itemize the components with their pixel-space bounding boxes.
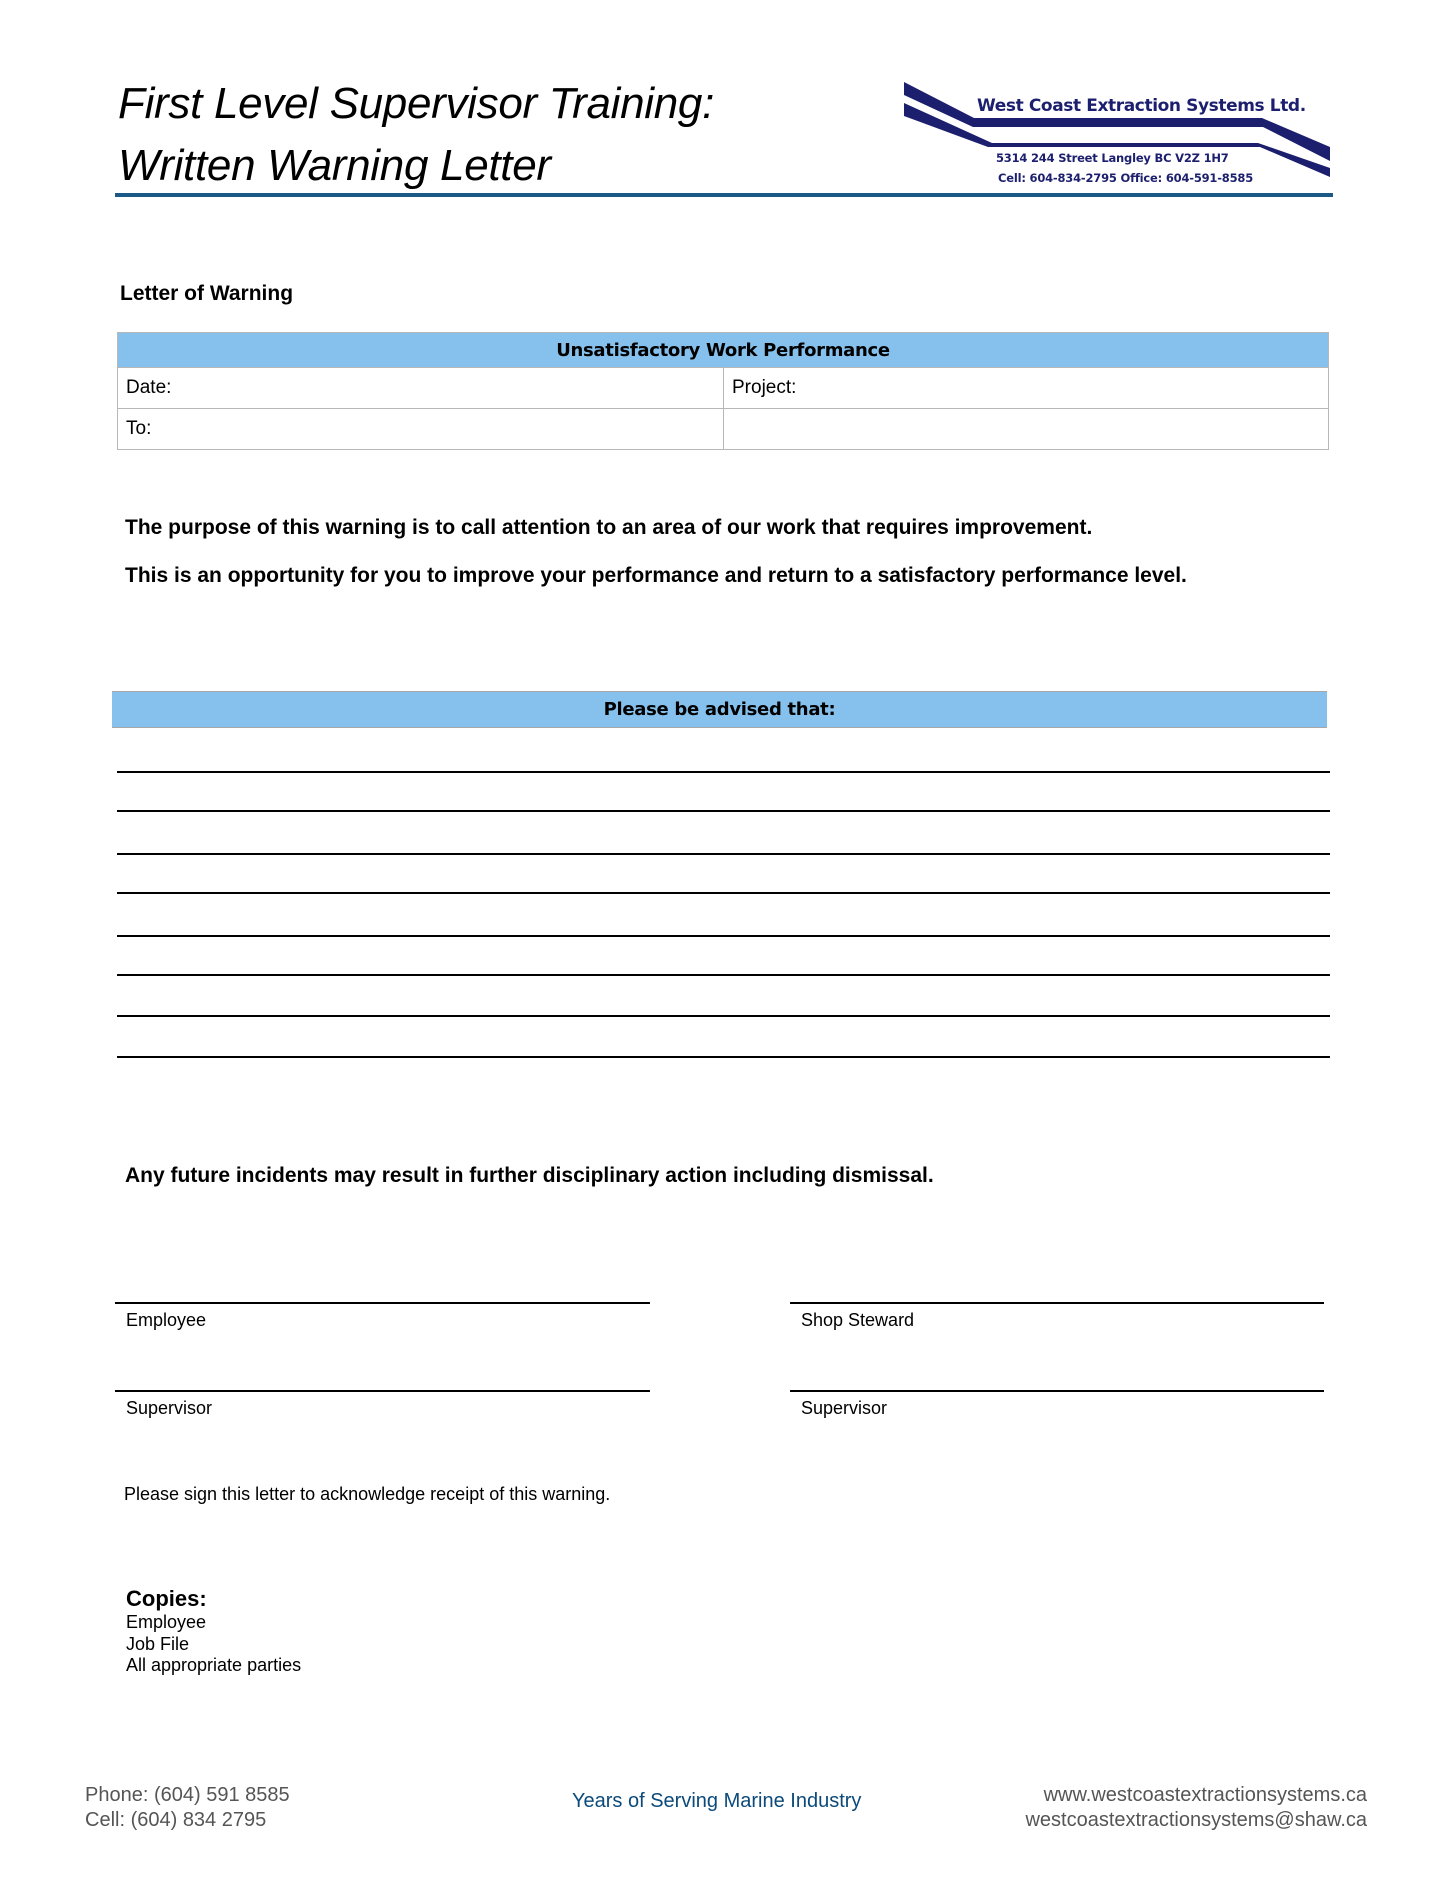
supervisor-signature-line-right[interactable]	[790, 1390, 1324, 1392]
table-row	[118, 409, 1329, 450]
project-field[interactable]: Project:	[724, 368, 1329, 409]
supervisor-signature-line-left[interactable]	[115, 1390, 650, 1392]
blank-write-line[interactable]	[117, 1015, 1330, 1017]
letter-label: Letter of Warning	[120, 282, 294, 305]
supervisor-signature-label-right: Supervisor	[801, 1398, 888, 1418]
acknowledge-text: Please sign this letter to acknowledge receipt of this warning.	[124, 1484, 611, 1504]
blank-write-line[interactable]	[117, 771, 1330, 773]
blank-write-line[interactable]	[117, 810, 1330, 812]
company-name: West Coast Extraction Systems Ltd.	[977, 96, 1306, 116]
blank-write-line[interactable]	[117, 974, 1330, 976]
document-title-line2: Written Warning Letter	[118, 141, 551, 190]
employee-signature-line[interactable]	[115, 1302, 650, 1304]
info-table-heading: Unsatisfactory Work Performance	[118, 333, 1329, 368]
copies-item: Job File	[126, 1634, 190, 1654]
company-phones: Cell: 604-834-2795 Office: 604-591-8585	[998, 171, 1253, 185]
blank-write-line[interactable]	[117, 1056, 1330, 1058]
supervisor-signature-label-left: Supervisor	[126, 1398, 213, 1418]
footer-cell: Cell: (604) 834 2795	[85, 1809, 267, 1831]
header-rule	[115, 193, 1333, 197]
copies-title: Copies:	[126, 1586, 207, 1611]
blank-write-line[interactable]	[117, 935, 1330, 937]
date-field[interactable]: Date:	[118, 368, 724, 409]
footer-email-link[interactable]: westcoastextractionsystems@shaw.ca	[1025, 1809, 1367, 1831]
consequence-text: Any future incidents may result in further disciplinary action including dismissal.	[125, 1164, 934, 1187]
table-row	[118, 368, 1329, 409]
copies-item: All appropriate parties	[126, 1655, 302, 1675]
info-table	[117, 332, 1329, 450]
document-title-line1: First Level Supervisor Training:	[118, 79, 715, 128]
advised-heading: Please be advised that:	[112, 691, 1327, 728]
footer-tagline: Years of Serving Marine Industry	[572, 1790, 862, 1812]
footer-phone: Phone: (604) 591 8585	[85, 1784, 290, 1806]
to-field[interactable]: To:	[118, 409, 724, 450]
opportunity-paragraph: This is an opportunity for you to improve your performance and return to a satisfactory performance level.	[125, 564, 1187, 587]
blank-write-line[interactable]	[117, 892, 1330, 894]
purpose-paragraph: The purpose of this warning is to call attention to an area of our work that requires improvement.	[125, 516, 1093, 539]
employee-signature-label: Employee	[126, 1310, 207, 1330]
shop-steward-signature-label: Shop Steward	[801, 1310, 915, 1330]
blank-write-line[interactable]	[117, 853, 1330, 855]
footer-website-link[interactable]: www.westcoastextractionsystems.ca	[1043, 1784, 1367, 1806]
shop-steward-signature-line[interactable]	[790, 1302, 1324, 1304]
copies-item: Employee	[126, 1612, 207, 1632]
company-address: 5314 244 Street Langley BC V2Z 1H7	[996, 151, 1229, 165]
blank-field[interactable]	[724, 409, 1329, 450]
